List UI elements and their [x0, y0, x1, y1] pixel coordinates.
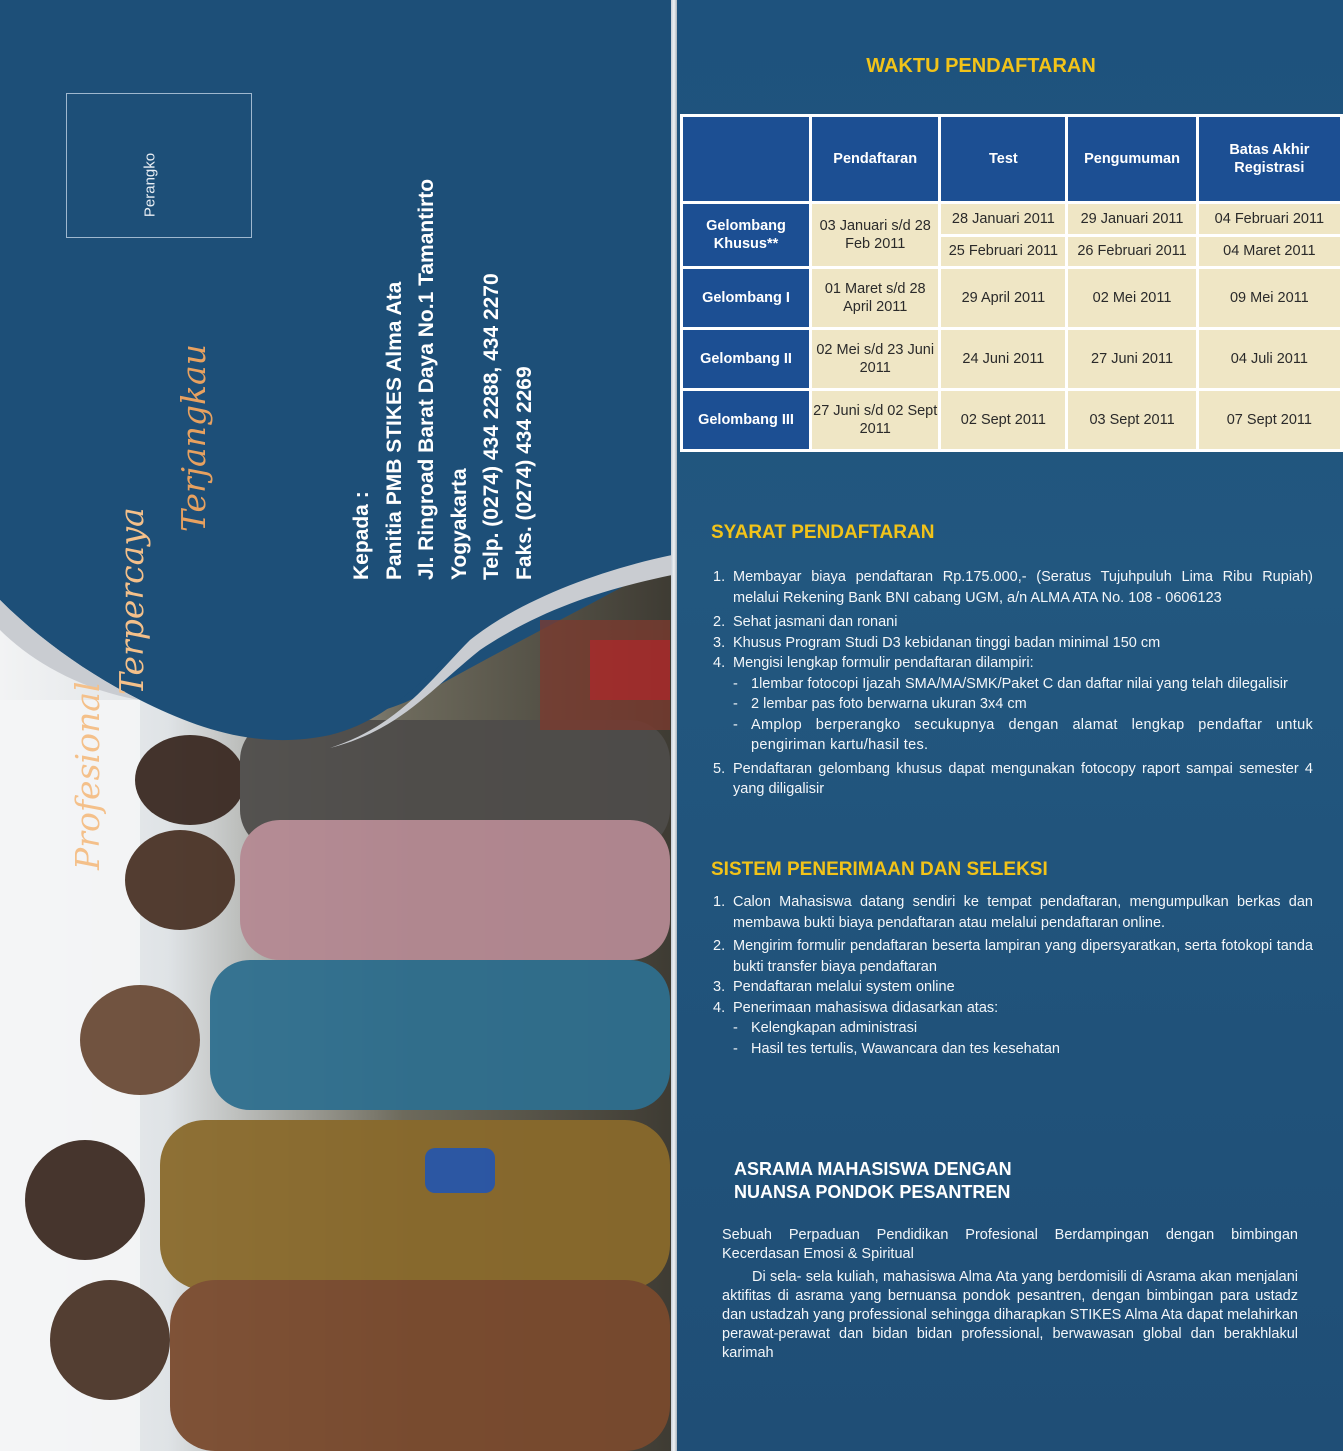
address-line-1: Kepada : — [350, 491, 373, 580]
list-item — [713, 633, 1313, 654]
cell-pendaftaran: 03 Januari s/d 28 Feb 2011 — [812, 204, 938, 266]
seleksi-title: SISTEM PENERIMAAN DAN SELEKSI — [711, 859, 1048, 880]
table-header-test: Test — [941, 117, 1065, 201]
cell-batas: 09 Mei 2011 — [1199, 269, 1340, 327]
sub-item: - Kelengkapan administrasi — [733, 1020, 918, 1036]
sub-item: - 1lembar fotocopi Ijazah SMA/MA/SMK/Paket C dan daftar nilai yang telah dilegalisir — [733, 675, 1288, 692]
item-text: Pendaftaran melalui system online — [733, 979, 955, 995]
sub-item: - Hasil tes tertulis, Wawancara dan tes kesehatan — [733, 1040, 1060, 1057]
cell-pengumuman: 29 Januari 2011 — [1068, 204, 1195, 234]
seleksi-list — [713, 892, 1313, 1059]
sub-item: - Amplop berperangko secukupnya dengan alamat lengkap pendaftar untuk pengiriman kartu/hasil tes. — [733, 716, 1313, 753]
schedule-title: WAKTU PENDAFTARAN — [866, 55, 1096, 77]
sub-item-text: 2 lembar pas foto berwarna ukuran 3x4 cm — [751, 696, 1027, 712]
cell-test: 24 Juni 2011 — [941, 330, 1065, 388]
item-number: 1. — [713, 894, 726, 910]
cell-batas: 07 Sept 2011 — [1199, 391, 1340, 449]
right-panel — [677, 0, 1343, 1451]
list-item — [713, 567, 1313, 608]
item-number: 4. — [713, 655, 726, 671]
list-item — [713, 936, 1313, 977]
syarat-title: SYARAT PENDAFTARAN — [711, 522, 935, 543]
item-number: 4. — [713, 999, 726, 1016]
table-header-row — [683, 117, 1340, 201]
mailing-address — [346, 20, 541, 580]
sub-item-text: Hasil tes tertulis, Wawancara dan tes kesehatan — [751, 1040, 1060, 1057]
cell-test: 25 Februari 2011 — [941, 237, 1065, 267]
asrama-title-line-1: ASRAMA MAHASISWA DENGAN — [734, 1159, 1012, 1179]
cell-test: 02 Sept 2011 — [941, 391, 1065, 449]
stamp-box — [66, 93, 252, 238]
sub-item-text: Kelengkapan administrasi — [751, 1020, 918, 1036]
item-number: 2. — [713, 938, 726, 954]
item-text: Calon Mahasiswa datang sendiri ke tempat pendaftaran, mengumpulkan berkas dan membawa bukti biaya pendaftaran atau melalui pendaftaran online. — [733, 894, 1313, 931]
item-number: 5. — [713, 760, 726, 777]
item-number: 3. — [713, 979, 726, 995]
cell-pendaftaran: 02 Mei s/d 23 Juni 2011 — [812, 330, 938, 388]
row-label: Gelombang III — [683, 391, 809, 449]
sub-item: - 2 lembar pas foto berwarna ukuran 3x4 cm — [733, 696, 1027, 712]
table-header-batas: Batas Akhir Registrasi — [1199, 117, 1340, 201]
address-line-3: Jl. Ringroad Barat Daya No.1 Tamantirto — [415, 178, 438, 580]
slogan-profesional: Profesional — [68, 681, 107, 870]
list-item — [713, 653, 1313, 674]
asrama-paragraph-2: Di sela- sela kuliah, mahasiswa Alma Ata yang berdomisili di Asrama akan menjalani aktifitas di asrama yang bernuansa pondok pesantren, dengan bimbingan para ustadz dan ustadzah yang professional sehingga diharapkan STIKES Alma Ata dapat melahirkan perawat-perawat dan bidan bidan professional, berwawasan global dan berakhlakul karimah — [722, 1269, 1298, 1361]
cell-pendaftaran: 27 Juni s/d 02 Sept 2011 — [812, 391, 938, 449]
slogan-terjangkau: Terjangkau — [174, 344, 213, 532]
syarat-list — [713, 567, 1313, 800]
cell-batas: 04 Februari 2011 — [1199, 204, 1340, 234]
item-text: Khusus Program Studi D3 kebidanan tinggi badan minimal 150 cm — [733, 634, 1161, 651]
item-text: Penerimaan mahasiswa didasarkan atas: — [733, 999, 999, 1016]
asrama-text — [722, 1226, 1298, 1367]
table-row — [683, 269, 1340, 327]
address-line-2: Panitia PMB STIKES Alma Ata — [382, 281, 406, 580]
cell-batas: 04 Maret 2011 — [1199, 237, 1340, 267]
cell-pengumuman: 26 Februari 2011 — [1068, 237, 1195, 267]
schedule-table — [680, 114, 1343, 452]
item-text: Sehat jasmani dan ronani — [733, 614, 898, 630]
table-header-pengumuman: Pengumuman — [1068, 117, 1195, 201]
table-row — [683, 204, 1340, 234]
sub-item-text: 1lembar fotocopi Ijazah SMA/MA/SMK/Paket C dan daftar nilai yang telah dilegalisir — [751, 675, 1288, 692]
item-number: 1. — [713, 569, 726, 585]
row-label: Gelombang Khusus** — [683, 204, 809, 266]
address-line-6: Faks. (0274) 434 2269 — [512, 366, 536, 580]
item-number: 3. — [713, 634, 726, 651]
item-text: Pendaftaran gelombang khusus dapat mengunakan fotocopy raport sampai semester 4 yang diligalisir — [733, 760, 1313, 797]
list-item — [713, 998, 1313, 1019]
list-item — [713, 612, 1313, 633]
cell-test: 29 April 2011 — [941, 269, 1065, 327]
item-text: Mengisi lengkap formulir pendaftaran dilampiri: — [733, 655, 1034, 671]
asrama-title — [734, 1158, 1134, 1204]
table-header-pendaftaran: Pendaftaran — [812, 117, 938, 201]
table-row — [683, 391, 1340, 449]
item-text: Membayar biaya pendaftaran Rp.175.000,- (Seratus Tujuhpuluh Lima Ribu Rupiah) melalui Rekening Bank BNI cabang UGM, a/n ALMA ATA No. 108 - 0606123 — [733, 569, 1313, 606]
list-item — [713, 759, 1313, 800]
item-number: 2. — [713, 614, 726, 630]
item-text: Mengirim formulir pendaftaran beserta lampiran yang dipersyaratkan, serta fotokopi tanda bukti transfer biaya pendaftaran — [733, 938, 1313, 975]
stamp-label: Perangko — [141, 152, 159, 218]
list-item — [713, 977, 1313, 998]
cell-pengumuman: 02 Mei 2011 — [1068, 269, 1195, 327]
list-item — [713, 892, 1313, 933]
table-header-corner — [683, 117, 809, 201]
row-label: Gelombang II — [683, 330, 809, 388]
asrama-title-line-2: NUANSA PONDOK PESANTREN — [734, 1182, 1011, 1202]
slogan-terpercaya: Terpercaya — [112, 507, 151, 695]
cell-pengumuman: 27 Juni 2011 — [1068, 330, 1195, 388]
cell-pendaftaran: 01 Maret s/d 28 April 2011 — [812, 269, 938, 327]
cell-pengumuman: 03 Sept 2011 — [1068, 391, 1195, 449]
cell-test: 28 Januari 2011 — [941, 204, 1065, 234]
address-line-5: Telp. (0274) 434 2288, 434 2270 — [480, 273, 503, 580]
asrama-paragraph-1: Sebuah Perpaduan Pendidikan Profesional Berdampingan dengan bimbingan Kecerdasan Emosi & Spiritual — [722, 1227, 1298, 1262]
row-label: Gelombang I — [683, 269, 809, 327]
cell-batas: 04 Juli 2011 — [1199, 330, 1340, 388]
table-row — [683, 330, 1340, 388]
sub-item-text: Amplop berperangko secukupnya dengan alamat lengkap pendaftar untuk pengiriman kartu/hasil tes. — [751, 716, 1313, 753]
address-line-4: Yogyakarta — [447, 468, 471, 580]
